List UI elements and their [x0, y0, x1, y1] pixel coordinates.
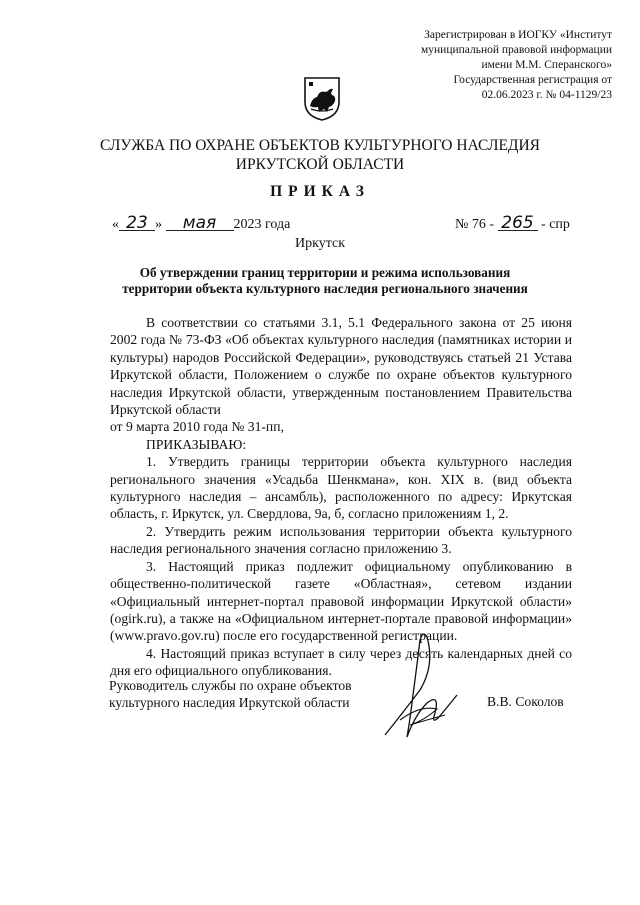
preamble-paragraph: В соответствии со статьями 3.1, 5.1 Федерального закона от 25 июня 2002 года № 73-ФЗ «Об объектах культурного наследия (памятниках истории и культуры) народов Российской Федерации», руководствуясь статьей 21 Устава Иркутской области, Положением о службе по охране объектов культурного наследия Иркутской области, утвержденным постановлением Правительства Иркутской области — [110, 315, 572, 418]
registration-line: Зарегистрирован в ИОГКУ «Институт — [424, 29, 612, 41]
registration-line: Государственная регистрация от — [453, 74, 612, 86]
registration-stamp — [330, 28, 612, 103]
number-handwritten: 265 — [498, 216, 538, 231]
position-line: Руководитель службы по охране объектов — [109, 678, 352, 693]
order-item: 4. Настоящий приказ вступает в силу через десять календарных дней со дня его официального опубликования. — [110, 645, 572, 679]
order-item: 3. Настоящий приказ подлежит официальному опубликованию в общественно-политической газете «Областная», сетевом издании «Официальный интернет-портал правовой информации Иркутской области» (ogirk.ru), а также на «Официальном интернет-портале правовой информации» (www.pravo.gov.ru) после его государственной регистрации. — [110, 558, 572, 644]
organization-line: СЛУЖБА ПО ОХРАНЕ ОБЪЕКТОВ КУЛЬТУРНОГО НАСЛЕДИЯ — [99, 137, 541, 154]
document-number — [455, 213, 570, 233]
registration-line: муниципальной правовой информации — [420, 44, 612, 56]
document-type: ПРИКАЗ — [270, 183, 370, 200]
preamble-paragraph-end: от 9 марта 2010 года № 31-пп, — [110, 419, 284, 435]
organization-line: ИРКУТСКОЙ ОБЛАСТИ — [235, 156, 405, 173]
signature-icon — [365, 625, 480, 745]
number-prefix: № 76 - — [455, 217, 495, 232]
coat-of-arms-icon — [303, 76, 341, 122]
date-year: 2023 года — [233, 217, 291, 232]
signatory-position — [109, 677, 352, 712]
document-subject — [90, 265, 560, 297]
signatory-name: В.В. Соколов — [487, 694, 564, 709]
number-suffix: - спр — [541, 217, 570, 232]
subject-line: территории объекта культурного наследия регионального значения — [122, 281, 528, 296]
date-month: мая — [166, 216, 234, 231]
date-day: 23 — [119, 216, 155, 231]
document-date — [112, 213, 291, 233]
registration-line: имени М.М. Сперанского» — [481, 59, 612, 71]
position-line: культурного наследия Иркутской области — [109, 695, 350, 711]
order-word: ПРИКАЗЫВАЮ: — [146, 436, 247, 452]
order-item: 1. Утвердить границы территории объекта культурного наследия регионального значения «Усадьба Шенкмана», кон. XIX в. (вид объекта культурного наследия – ансамбль), расположенного по адресу: Иркутская область, г. Иркутск, ул. Свердлова, 9а, б, согласно приложениям 1, 2. — [110, 454, 572, 522]
city: Иркутск — [294, 236, 346, 251]
subject-line: Об утверждении границ территории и режима использования — [139, 265, 511, 280]
date-close-quote: » — [155, 217, 162, 232]
organization-name — [80, 136, 560, 174]
registration-line: 02.06.2023 г. № 04-1129/23 — [481, 89, 612, 101]
order-item: 2. Утвердить режим использования территории объекта культурного наследия регионального значения согласно приложению 3. — [110, 523, 572, 557]
date-open-quote: « — [112, 217, 119, 232]
document-body — [110, 314, 572, 680]
